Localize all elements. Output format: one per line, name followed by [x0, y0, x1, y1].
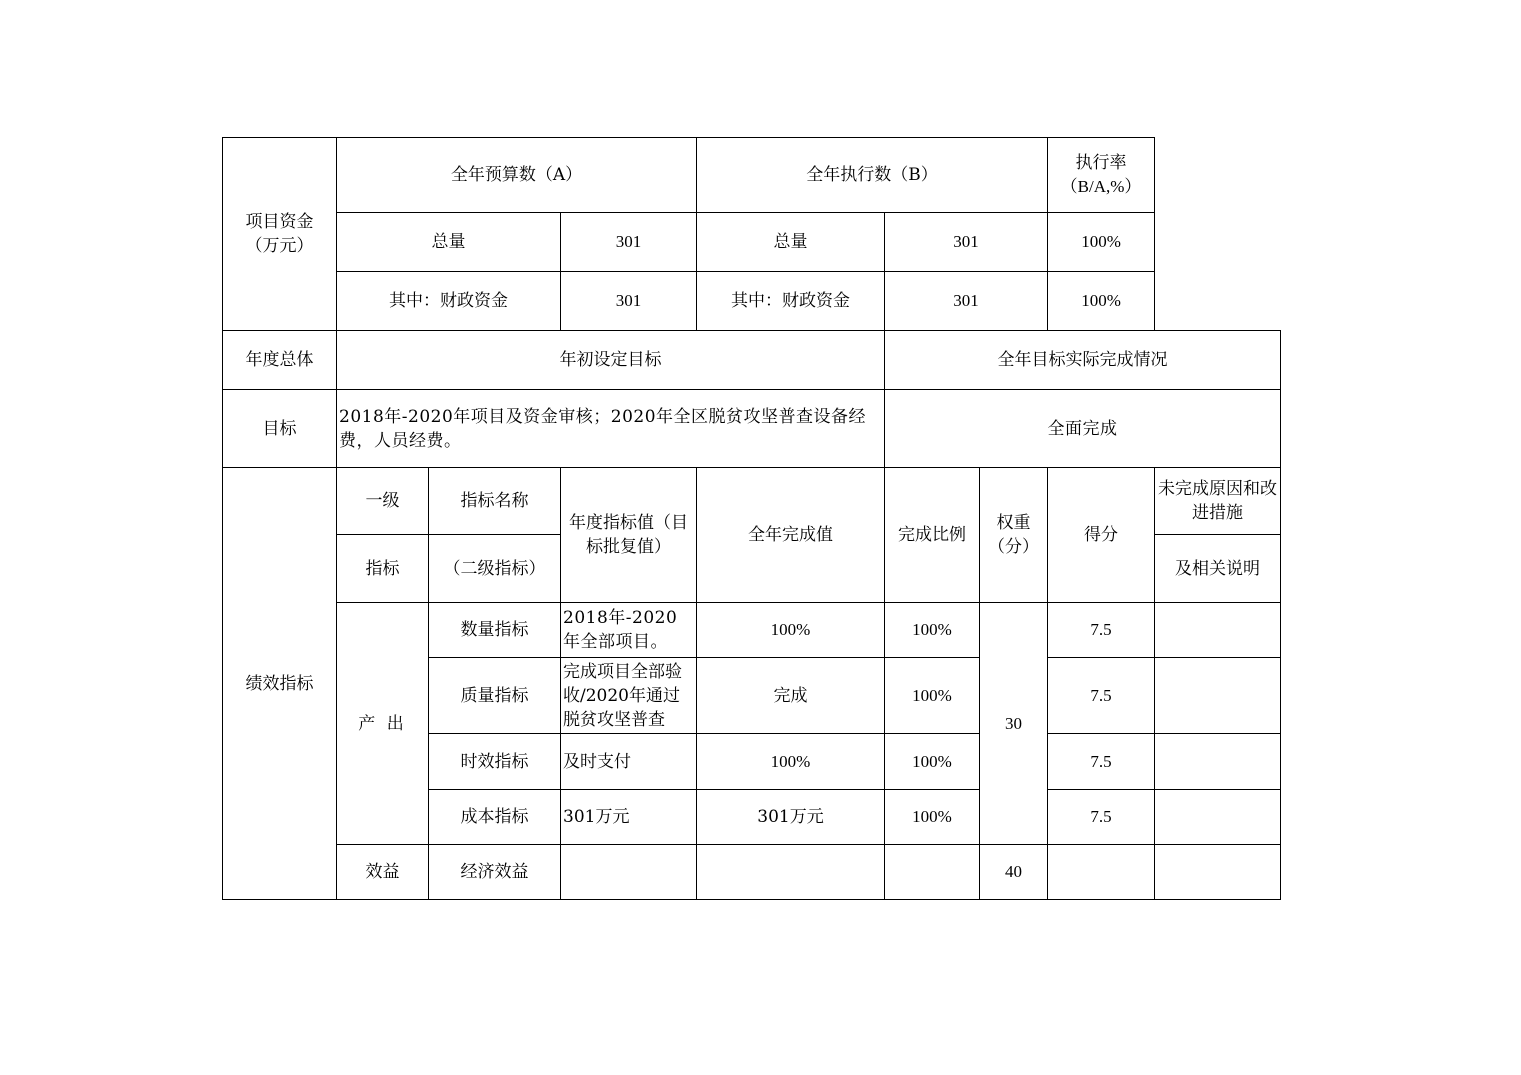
funds-row-label-line2: （万元）	[245, 236, 314, 256]
fiscal-rate: 100%	[1048, 272, 1155, 331]
exec-header: 全年执行数（B）	[697, 138, 1048, 213]
level1-header-line2: 指标	[337, 535, 429, 603]
level1-header-line1: 一级	[337, 468, 429, 535]
indicator-target: 及时支付	[561, 734, 697, 790]
indicator-reason	[1155, 734, 1281, 790]
funds-row-label-line1: 项目资金	[245, 212, 314, 232]
goals-actual-header: 全年目标实际完成情况	[885, 331, 1281, 390]
table-row	[223, 845, 1281, 900]
goals-label-line1: 年度总体	[223, 331, 337, 390]
goals-set-text: 2018年-2020年项目及资金审核；2020年全区脱贫攻坚普查设备经费，人员经费。	[337, 390, 885, 468]
indicator-name: 经济效益	[429, 845, 561, 900]
funds-row-label	[223, 138, 337, 331]
total-label-b: 总量	[697, 213, 885, 272]
indicator-name: 数量指标	[429, 603, 561, 658]
indicator-score: 7.5	[1048, 603, 1155, 658]
total-value-b: 301	[885, 213, 1048, 272]
indicator-actual: 100%	[697, 734, 885, 790]
total-rate: 100%	[1048, 213, 1155, 272]
benefit-category: 效益	[337, 845, 429, 900]
rate-header	[1048, 138, 1155, 213]
indicator-score	[1048, 845, 1155, 900]
indicator-name: 质量指标	[429, 658, 561, 734]
goals-actual-text: 全面完成	[885, 390, 1281, 468]
total-label-a: 总量	[337, 213, 561, 272]
indicator-ratio: 100%	[885, 603, 980, 658]
indicator-ratio: 100%	[885, 734, 980, 790]
indicator-ratio	[885, 845, 980, 900]
ratio-header: 完成比例	[885, 468, 980, 603]
indicator-target	[561, 845, 697, 900]
reason-header-line2: 及相关说明	[1155, 535, 1281, 603]
target-header: 年度指标值（目标批复值）	[561, 468, 697, 603]
indicator-ratio: 100%	[885, 658, 980, 734]
rate-header-line1: 执行率	[1075, 153, 1127, 173]
indicator-reason	[1155, 658, 1281, 734]
name-header-line1: 指标名称	[429, 468, 561, 535]
fiscal-value-b: 301	[885, 272, 1048, 331]
indicator-actual: 100%	[697, 603, 885, 658]
weight-header: 权重（分）	[980, 468, 1048, 603]
indicator-actual	[697, 845, 885, 900]
budget-header: 全年预算数（A）	[337, 138, 697, 213]
rate-header-line2: （B/A,%）	[1060, 177, 1142, 196]
indicator-target: 2018年-2020年全部项目。	[561, 603, 697, 658]
fiscal-label-b: 其中：财政资金	[697, 272, 885, 331]
output-weight: 30	[980, 603, 1048, 845]
indicator-reason	[1155, 603, 1281, 658]
output-category: 产 出	[337, 603, 429, 845]
performance-row-label: 绩效指标	[223, 468, 337, 900]
indicator-score: 7.5	[1048, 658, 1155, 734]
indicator-score: 7.5	[1048, 734, 1155, 790]
indicator-ratio: 100%	[885, 790, 980, 845]
performance-table	[222, 137, 1281, 900]
indicator-name: 时效指标	[429, 734, 561, 790]
indicator-target: 完成项目全部验收/2020年通过脱贫攻坚普查	[561, 658, 697, 734]
indicator-actual: 完成	[697, 658, 885, 734]
table-row	[223, 603, 1281, 658]
indicator-reason	[1155, 845, 1281, 900]
fiscal-value-a: 301	[561, 272, 697, 331]
goals-label-line2: 目标	[223, 390, 337, 468]
indicator-actual: 301万元	[697, 790, 885, 845]
benefit-weight: 40	[980, 845, 1048, 900]
name-header-line2: （二级指标）	[429, 535, 561, 603]
score-header: 得分	[1048, 468, 1155, 603]
goals-set-header: 年初设定目标	[337, 331, 885, 390]
indicator-reason	[1155, 790, 1281, 845]
fiscal-label-a: 其中：财政资金	[337, 272, 561, 331]
total-value-a: 301	[561, 213, 697, 272]
indicator-name: 成本指标	[429, 790, 561, 845]
indicator-target: 301万元	[561, 790, 697, 845]
indicator-score: 7.5	[1048, 790, 1155, 845]
actual-header: 全年完成值	[697, 468, 885, 603]
reason-header-line1: 未完成原因和改进措施	[1155, 468, 1281, 535]
